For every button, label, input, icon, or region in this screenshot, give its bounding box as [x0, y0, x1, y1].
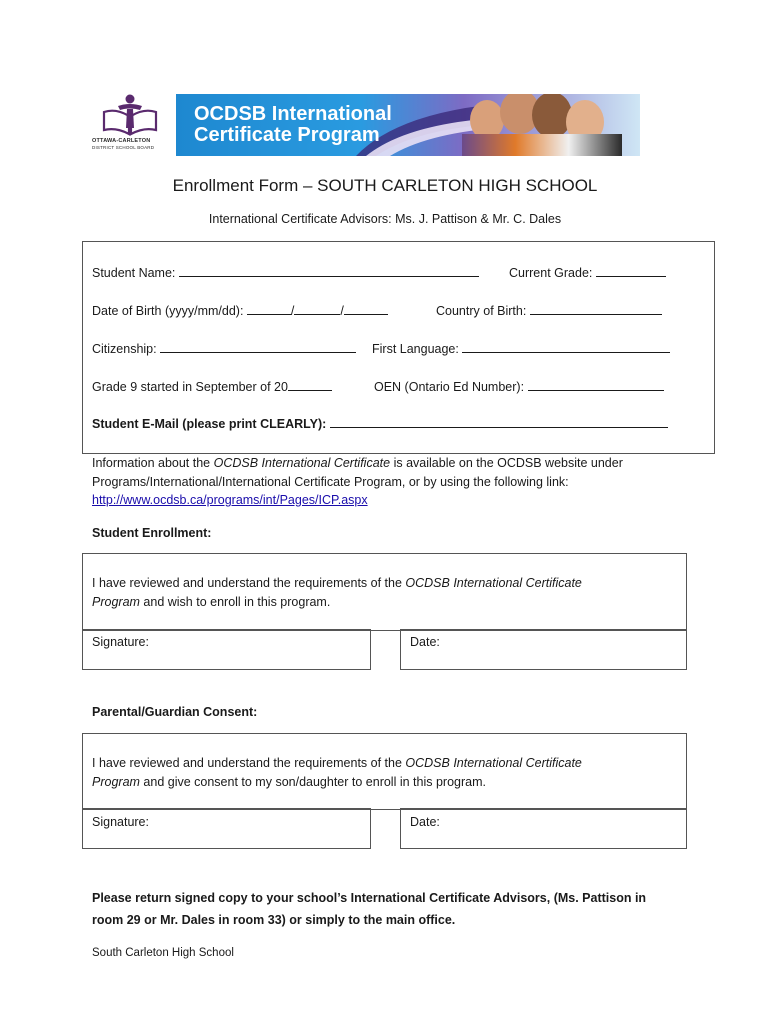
ocdsb-logo-icon — [96, 92, 166, 138]
parent-date-box[interactable] — [400, 808, 687, 849]
country-of-birth-label: Country of Birth: — [436, 304, 527, 318]
dob-month-field[interactable] — [294, 302, 340, 315]
info-text: is available on the OCDSB website under — [393, 456, 623, 470]
grade9-label: Grade 9 started in September of 20 — [92, 380, 288, 394]
program-banner — [176, 94, 640, 156]
student-enrollment-heading: Student Enrollment: — [92, 526, 212, 540]
oen-field[interactable] — [528, 378, 664, 391]
current-grade-row — [509, 264, 666, 281]
student-signature-label: Signature: — [92, 635, 149, 649]
first-language-label: First Language: — [372, 342, 459, 356]
footer-school-name: South Carleton High School — [92, 947, 234, 959]
parental-consent-heading: Parental/Guardian Consent: — [92, 705, 258, 719]
statement-text: I have reviewed and understand the requirements of the — [92, 756, 402, 770]
student-enrollment-statement-box — [82, 553, 687, 631]
consent-statement-line1 — [92, 755, 582, 771]
banner-title-line1: OCDSB International — [194, 103, 392, 125]
dob-day-field[interactable] — [344, 302, 388, 315]
return-note-line2: room 29 or Mr. Dales in room 33) or simply to the main office. — [92, 913, 456, 927]
first-language-field[interactable] — [462, 340, 670, 353]
citizenship-row — [92, 340, 356, 357]
program-name: Program — [92, 595, 140, 609]
citizenship-field[interactable] — [160, 340, 356, 353]
parent-date-label: Date: — [410, 815, 440, 829]
dob-separator: / — [340, 304, 344, 318]
email-field[interactable] — [330, 415, 668, 428]
parent-signature-label: Signature: — [92, 815, 149, 829]
grade9-year-field[interactable] — [288, 378, 332, 391]
info-line-2: Programs/International/International Certificate Program, or by using the following link: — [92, 475, 569, 489]
logo-text-line1: OTTAWA-CARLETON — [92, 138, 151, 144]
enrollment-statement-line2 — [92, 594, 330, 610]
student-date-box[interactable] — [400, 629, 687, 670]
advisors-line: International Certificate Advisors: Ms. J. Pattison & Mr. C. Dales — [208, 212, 562, 226]
banner-title-line2: Certificate Program — [194, 124, 380, 146]
logo-text-line2: DISTRICT SCHOOL BOARD — [92, 145, 155, 150]
current-grade-label: Current Grade: — [509, 266, 593, 280]
student-date-label: Date: — [410, 635, 440, 649]
email-row — [92, 415, 668, 432]
info-line-1 — [92, 455, 623, 471]
dob-label: Date of Birth (yyyy/mm/dd): — [92, 304, 244, 318]
program-name: Program — [92, 775, 140, 789]
student-name-row — [92, 264, 479, 281]
citizenship-label: Citizenship: — [92, 342, 157, 356]
oen-label: OEN (Ontario Ed Number): — [374, 380, 525, 394]
program-name: OCDSB International Certificate — [213, 456, 391, 470]
grade9-row — [92, 378, 332, 395]
statement-text: and wish to enroll in this program. — [143, 595, 331, 609]
current-grade-field[interactable] — [596, 264, 666, 277]
banner-photo-clothing — [462, 134, 622, 156]
program-name: OCDSB International Certificate — [405, 756, 582, 770]
student-name-label: Student Name: — [92, 266, 176, 280]
email-colon: : — [322, 417, 327, 431]
enrollment-statement-line1 — [92, 575, 582, 591]
dob-year-field[interactable] — [247, 302, 291, 315]
country-of-birth-row — [436, 302, 662, 319]
dob-separator: / — [290, 304, 295, 318]
page-title: Enrollment Form – SOUTH CARLETON HIGH SCHOOL — [172, 176, 598, 195]
first-language-row — [372, 340, 670, 357]
statement-text: I have reviewed and understand the requirements of the — [92, 576, 402, 590]
email-label: Student E-Mail (please print CLEARLY) — [92, 417, 323, 431]
info-line-3 — [92, 492, 368, 508]
country-of-birth-field[interactable] — [530, 302, 662, 315]
program-website-link[interactable]: http://www.ocdsb.ca/programs/int/Pages/ICP.aspx — [92, 493, 368, 507]
consent-statement-line2 — [92, 774, 486, 790]
oen-row — [374, 378, 664, 395]
program-name: OCDSB International Certificate — [405, 576, 582, 590]
statement-text: and give consent to my son/daughter to enroll in this program. — [143, 775, 486, 789]
student-name-field[interactable] — [179, 264, 479, 277]
return-note-line1: Please return signed copy to your school’s International Certificate Advisors, (Ms. Pattison in — [92, 891, 647, 905]
info-text: Information about the — [92, 456, 211, 470]
dob-row — [92, 302, 388, 319]
parental-consent-statement-box — [82, 733, 687, 810]
